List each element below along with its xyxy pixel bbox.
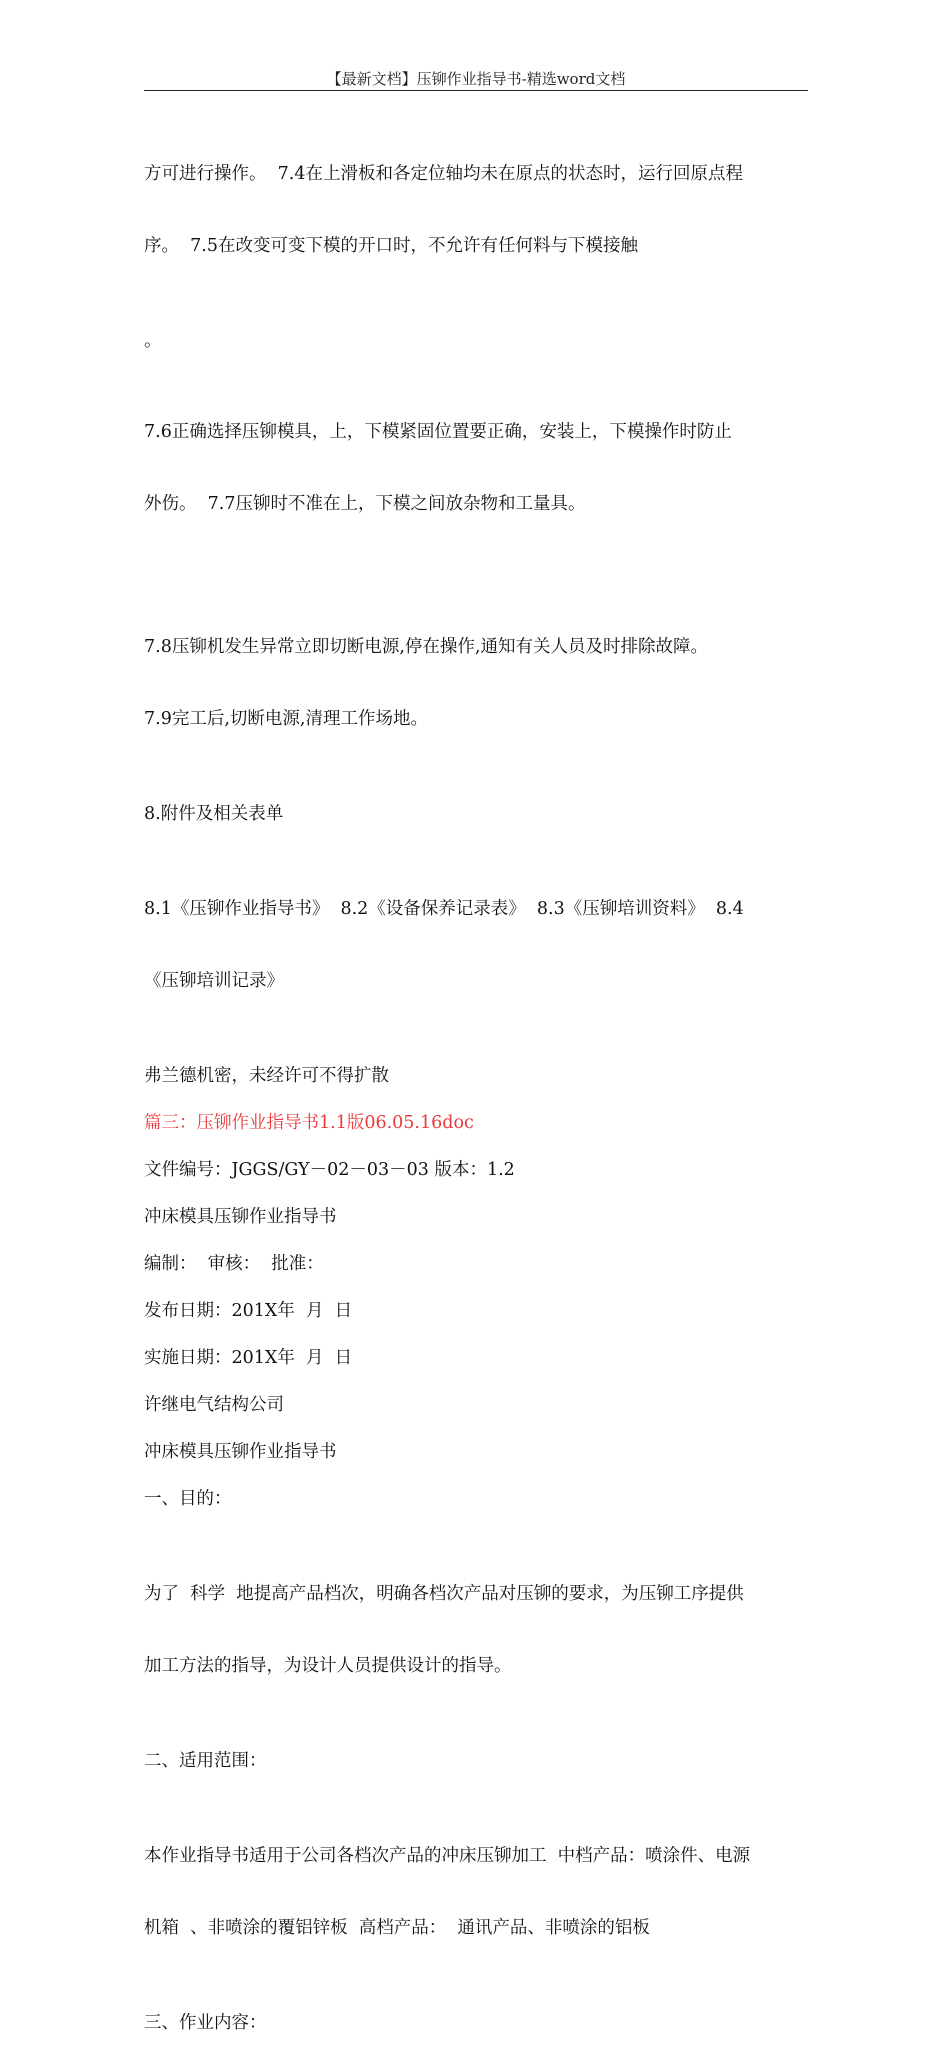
text-line: 外伤。 7.7压铆时不准在上，下模之间放杂物和工量具。 [144,494,586,514]
section-heading-content: 三、作业内容： [144,2013,267,2033]
document-body [144,114,808,2058]
section-heading-purpose: 一、目的： [144,1489,232,1509]
company-name: 许继电气结构公司 [144,1395,284,1415]
paragraph-7-8-7-9 [144,587,808,779]
effective-date: 实施日期：201X年 月 日 [144,1348,353,1368]
text-line: 本作业指导书适用于公司各档次产品的冲床压铆加工 中档产品：喷涂件、电源 [144,1846,751,1866]
paragraph-7-4-7-5 [144,114,808,306]
text-line: 7.6正确选择压铆模具，上，下模紧固位置要正确，安装上，下模操作时防止 [144,422,732,442]
paragraph-7-6-7-7 [144,372,808,564]
text-line: 机箱 、非喷涂的覆铝锌板 高档产品： 通讯产品、非喷涂的铝板 [144,1918,650,1938]
confidential-notice: 弗兰德机密，未经许可不得扩散 [144,1066,389,1086]
document-title: 冲床模具压铆作业指导书 [144,1207,337,1227]
paragraph-purpose [144,1534,808,1726]
text-line: 8.1《压铆作业指导书》 8.2《设备保养记录表》 8.3《压铆培训资料》 8.4 [144,899,744,919]
chapter-title: 篇三：压铆作业指导书1.1版06.05.16doc [144,1113,474,1133]
document-title-repeat: 冲床模具压铆作业指导书 [144,1442,337,1462]
document-number: 文件编号：JGGS/GY－02－03－03 版本：1.2 [144,1160,515,1180]
paragraph-period: 。 [144,331,162,351]
section-heading-attachments: 8.附件及相关表单 [144,804,284,824]
text-line: 方可进行操作。 7.4在上滑板和各定位轴均未在原点的状态时，运行回原点程 [144,164,743,184]
section-heading-scope: 二、适用范围： [144,1751,267,1771]
text-line: 7.8压铆机发生异常立即切断电源,停在操作,通知有关人员及时排除故障。 [144,637,708,657]
text-line: 为了 科学 地提高产品档次，明确各档次产品对压铆的要求，为压铆工序提供 [144,1584,744,1604]
text-line: 加工方法的指导，为设计人员提供设计的指导。 [144,1656,512,1676]
paragraph-scope [144,1796,808,1988]
page-header: 【最新文档】压铆作业指导书-精选word文档 [326,70,626,88]
text-line: 序。 7.5在改变可变下模的开口时，不允许有任何料与下模接触 [144,236,638,256]
text-line: 《压铆培训记录》 [144,971,284,991]
approval-line: 编制： 审核： 批准： [144,1254,324,1274]
header-divider [144,90,808,91]
paragraph-attachment-list [144,849,808,1041]
publish-date: 发布日期：201X年 月 日 [144,1301,353,1321]
text-line: 7.9完工后,切断电源,清理工作场地。 [144,709,428,729]
